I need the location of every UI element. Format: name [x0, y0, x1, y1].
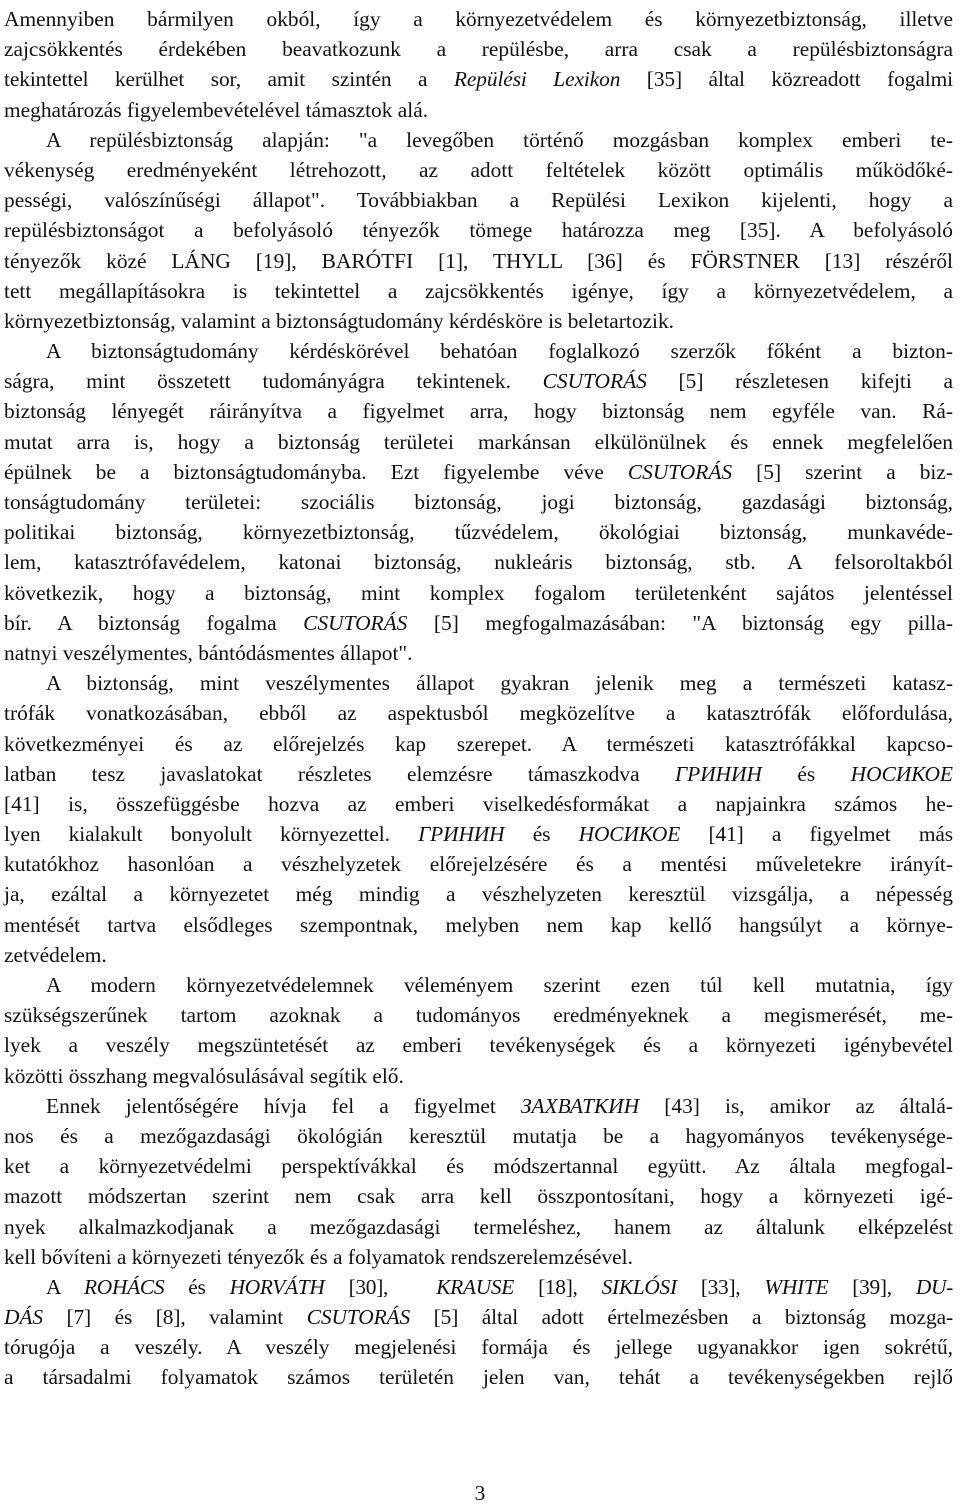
italic-text: CSUTORÁS — [303, 610, 408, 635]
text-line — [4, 276, 953, 306]
text-segment: lyen kialakult bonyolult környezettel. — [4, 822, 419, 847]
text-segment: lyek a veszély megszüntetését az emberi tevékenységek és a környezeti igénybevétel — [4, 1033, 953, 1058]
italic-text: ГРИНИН — [674, 761, 763, 786]
text-line — [4, 970, 953, 1000]
text-segment: Amennyiben bármilyen okból, így a környezetvédelem és környezetbiztonság, illetve — [4, 7, 953, 31]
text-line — [4, 1362, 953, 1392]
text-segment: tett megállapításokra is tekintettel a zajcsökkentés igénye, így a környezetvédelem, a — [4, 278, 953, 303]
text-segment: bír. A biztonság fogalma — [4, 610, 304, 635]
text-line — [4, 1091, 953, 1121]
text-segment: ket a környezetvédelmi perspektívákkal és módszertannal együtt. Az általa megfogal- — [4, 1154, 953, 1179]
text-line — [4, 366, 953, 396]
text-segment: tonságtudomány területei: szociális biztonság, jogi biztonság, gazdasági biztonság, — [4, 490, 953, 514]
italic-text: Repülési Lexikon — [453, 67, 621, 92]
text-line — [4, 789, 953, 819]
text-segment: nyek alkalmazkodjanak a mezőgazdasági termeléshez, hanem az általunk elképzelést — [4, 1214, 953, 1239]
text-segment: A repülésbiztonság alapján: "a levegőben történő mozgásban komplex emberi te- — [46, 127, 953, 152]
italic-text: DU- — [915, 1274, 953, 1299]
text-line — [4, 306, 953, 336]
text-segment: közötti összhang megvalósulásával segítik elő. — [4, 1063, 404, 1088]
text-segment: [41] is, összefüggésbe hozva az emberi viselkedésformákat a napjainkra számos he- — [4, 791, 953, 816]
text-line — [4, 668, 953, 698]
text-line — [4, 427, 953, 457]
text-segment: épülnek be a biztonságtudományba. Ezt figyelembe véve — [4, 459, 628, 484]
text-segment: és — [164, 1274, 230, 1299]
text-segment: pességi, valószínűségi állapot". Továbbiakban a Repülési Lexikon kijelenti, hogy a — [4, 188, 953, 213]
text-line — [4, 759, 953, 789]
text-line — [4, 246, 953, 276]
text-line — [4, 729, 953, 759]
text-segment: [5] megfogalmazásában: "A biztonság egy pilla- — [407, 610, 953, 635]
text-line — [4, 1030, 953, 1060]
italic-text: ROHÁCS — [84, 1274, 165, 1299]
text-segment: a társadalmi folyamatok számos területén jelen van, tehát a tevékenységekben rejlő — [4, 1365, 953, 1390]
text-segment: mentését tartva elsődleges szempontnak, melyben nem kap kellő hangsúlyt a környe- — [4, 912, 953, 937]
text-segment: [43] is, amikor az általá- — [639, 1093, 953, 1118]
text-segment: repülésbiztonságot a befolyásoló tényezők tömege határozza meg [35]. A befolyásoló — [4, 218, 953, 243]
text-segment: következményei és az előrejelzés kap szerepet. A természeti katasztrófákkal kapcso- — [4, 731, 953, 756]
text-line — [4, 879, 953, 909]
text-line — [4, 336, 953, 366]
text-line — [4, 64, 953, 94]
italic-text: ЗАХВАТКИН — [520, 1093, 640, 1118]
text-line — [4, 608, 953, 638]
text-line — [4, 910, 953, 940]
text-segment: környezetbiztonság, valamint a biztonságtudomány kérdésköre is beletartozik. — [4, 308, 675, 333]
text-segment: latban tesz javaslatokat részletes elemzésre támaszkodva — [4, 761, 675, 786]
text-segment: natnyi veszélymentes, bántódásmentes állapot". — [4, 640, 413, 665]
text-line — [4, 1302, 953, 1332]
italic-text: НОСИКОЕ — [850, 761, 953, 786]
text-segment: tórugója a veszély. A veszély megjelenési formája és jellege ugyanakkor igen sokrétű, — [4, 1335, 953, 1360]
text-segment: politikai biztonság, környezetbiztonság, tűzvédelem, ökológiai biztonság, munkavéde- — [4, 520, 953, 545]
text-segment: szükségszerűnek tartom azoknak a tudományos eredményeknek a megismerését, me- — [4, 1003, 953, 1028]
text-line — [4, 155, 953, 185]
text-line — [4, 487, 953, 517]
text-line — [4, 1121, 953, 1151]
text-line — [4, 1061, 953, 1091]
text-segment: tényezők közé LÁNG [19], BARÓTFI [1], THYLL [36] és FÖRSTNER [13] részéről — [4, 248, 953, 273]
text-line — [4, 698, 953, 728]
italic-text: НОСИКОЕ — [578, 822, 681, 847]
text-line — [4, 940, 953, 970]
text-line — [4, 517, 953, 547]
text-line — [4, 1000, 953, 1030]
text-segment: [35] által közreadott fogalmi — [620, 67, 953, 92]
text-segment: [5] szerint a biz- — [732, 459, 953, 484]
text-segment: [41] a figyelmet más — [680, 822, 953, 847]
text-segment: és — [504, 822, 579, 847]
page-number: 3 — [474, 1481, 486, 1505]
text-line — [4, 125, 953, 155]
text-segment: biztonság lényegét ráirányítva a figyelmet arra, hogy biztonság nem egyféle van. Rá- — [4, 399, 953, 424]
text-segment: kutatókhoz hasonlóan a vészhelyzetek előrejelzésére és a mentési műveletekre irányít- — [4, 852, 953, 877]
text-segment: ja, ezáltal a környezetet még mindig a vészhelyzeten keresztül vizsgálja, a népesség — [4, 882, 953, 907]
text-segment: mazott módszertan szerint nem csak arra kell összpontosítani, hogy a környezeti igé- — [4, 1184, 953, 1209]
text-line — [4, 547, 953, 577]
italic-text: HORVÁTH — [229, 1274, 325, 1299]
italic-text: WHITE — [764, 1274, 829, 1299]
text-segment: [18], — [514, 1274, 602, 1299]
text-line — [4, 215, 953, 245]
text-segment: [30], — [324, 1274, 437, 1299]
text-segment: A modern környezetvédelemnek véleményem szerint ezen túl kell mutatnia, így — [46, 973, 953, 997]
text-segment: kell bővíteni a környezeti tényezők és a folyamatok rendszerelemzésével. — [4, 1244, 633, 1269]
text-segment: [7] és [8], valamint — [42, 1305, 307, 1330]
text-segment: [5] részletesen kifejti a — [646, 369, 953, 394]
text-segment: és — [762, 761, 851, 786]
document-body — [4, 4, 953, 1393]
italic-text: KRAUSE — [436, 1274, 515, 1299]
text-segment: A biztonságtudomány kérdéskörével behatóan foglalkozó szerzők főként a bizton- — [46, 339, 953, 364]
text-line — [4, 1332, 953, 1362]
text-segment: nos és a mezőgazdasági ökológián keresztül mutatja be a hagyományos tevékenysége- — [4, 1123, 953, 1148]
text-line — [4, 95, 953, 125]
text-segment: A — [46, 1274, 85, 1299]
italic-text: SIKLÓSI — [601, 1274, 677, 1299]
text-line — [4, 849, 953, 879]
italic-text: DÁS — [4, 1305, 43, 1330]
text-segment: zetvédelem. — [4, 942, 107, 967]
text-segment: meghatározás figyelembevételével támasztok alá. — [4, 97, 429, 122]
text-segment: Ennek jelentőségére hívja fel a figyelmet — [46, 1093, 521, 1118]
text-line — [4, 1242, 953, 1272]
italic-text: CSUTORÁS — [542, 369, 647, 394]
text-line — [4, 396, 953, 426]
text-line — [4, 1272, 953, 1302]
text-segment: [5] által adott értelmezésben a biztonság mozga- — [410, 1305, 953, 1330]
text-line — [4, 457, 953, 487]
text-segment: mutat arra is, hogy a biztonság területei markánsan elkülönülnek és ennek megfelelően — [4, 429, 953, 454]
text-segment: vékenység eredményeként létrehozott, az adott feltételek között optimális működőké- — [4, 157, 953, 182]
text-line — [4, 4, 953, 34]
text-line — [4, 819, 953, 849]
text-segment: zajcsökkentés érdekében beavatkozunk a repülésbe, arra csak a repülésbiztonságra — [4, 37, 953, 62]
text-line — [4, 34, 953, 64]
text-segment: [33], — [676, 1274, 765, 1299]
italic-text: CSUTORÁS — [306, 1305, 411, 1330]
text-segment: következik, hogy a biztonság, mint komplex fogalom területenként sajátos jelentéssel — [4, 580, 953, 605]
italic-text: ГРИНИН — [418, 822, 505, 847]
text-line — [4, 185, 953, 215]
text-line — [4, 1212, 953, 1242]
text-line — [4, 1151, 953, 1181]
text-segment: tekintettel kerülhet sor, amit szintén a — [4, 67, 454, 92]
text-segment: trófák vonatkozásában, ebből az aspektusból megközelítve a katasztrófák előfordulása, — [4, 701, 953, 726]
text-line — [4, 638, 953, 668]
italic-text: CSUTORÁS — [627, 459, 733, 484]
text-segment: A biztonság, mint veszélymentes állapot gyakran jelenik meg a természeti katasz- — [46, 671, 953, 696]
text-segment: [39], — [828, 1274, 916, 1299]
text-segment: ságra, mint összetett tudományágra tekintenek. — [4, 369, 543, 394]
text-segment: lem, katasztrófavédelem, katonai biztonság, nukleáris biztonság, stb. A felsoroltakból — [4, 550, 953, 575]
text-line — [4, 578, 953, 608]
text-line — [4, 1181, 953, 1211]
